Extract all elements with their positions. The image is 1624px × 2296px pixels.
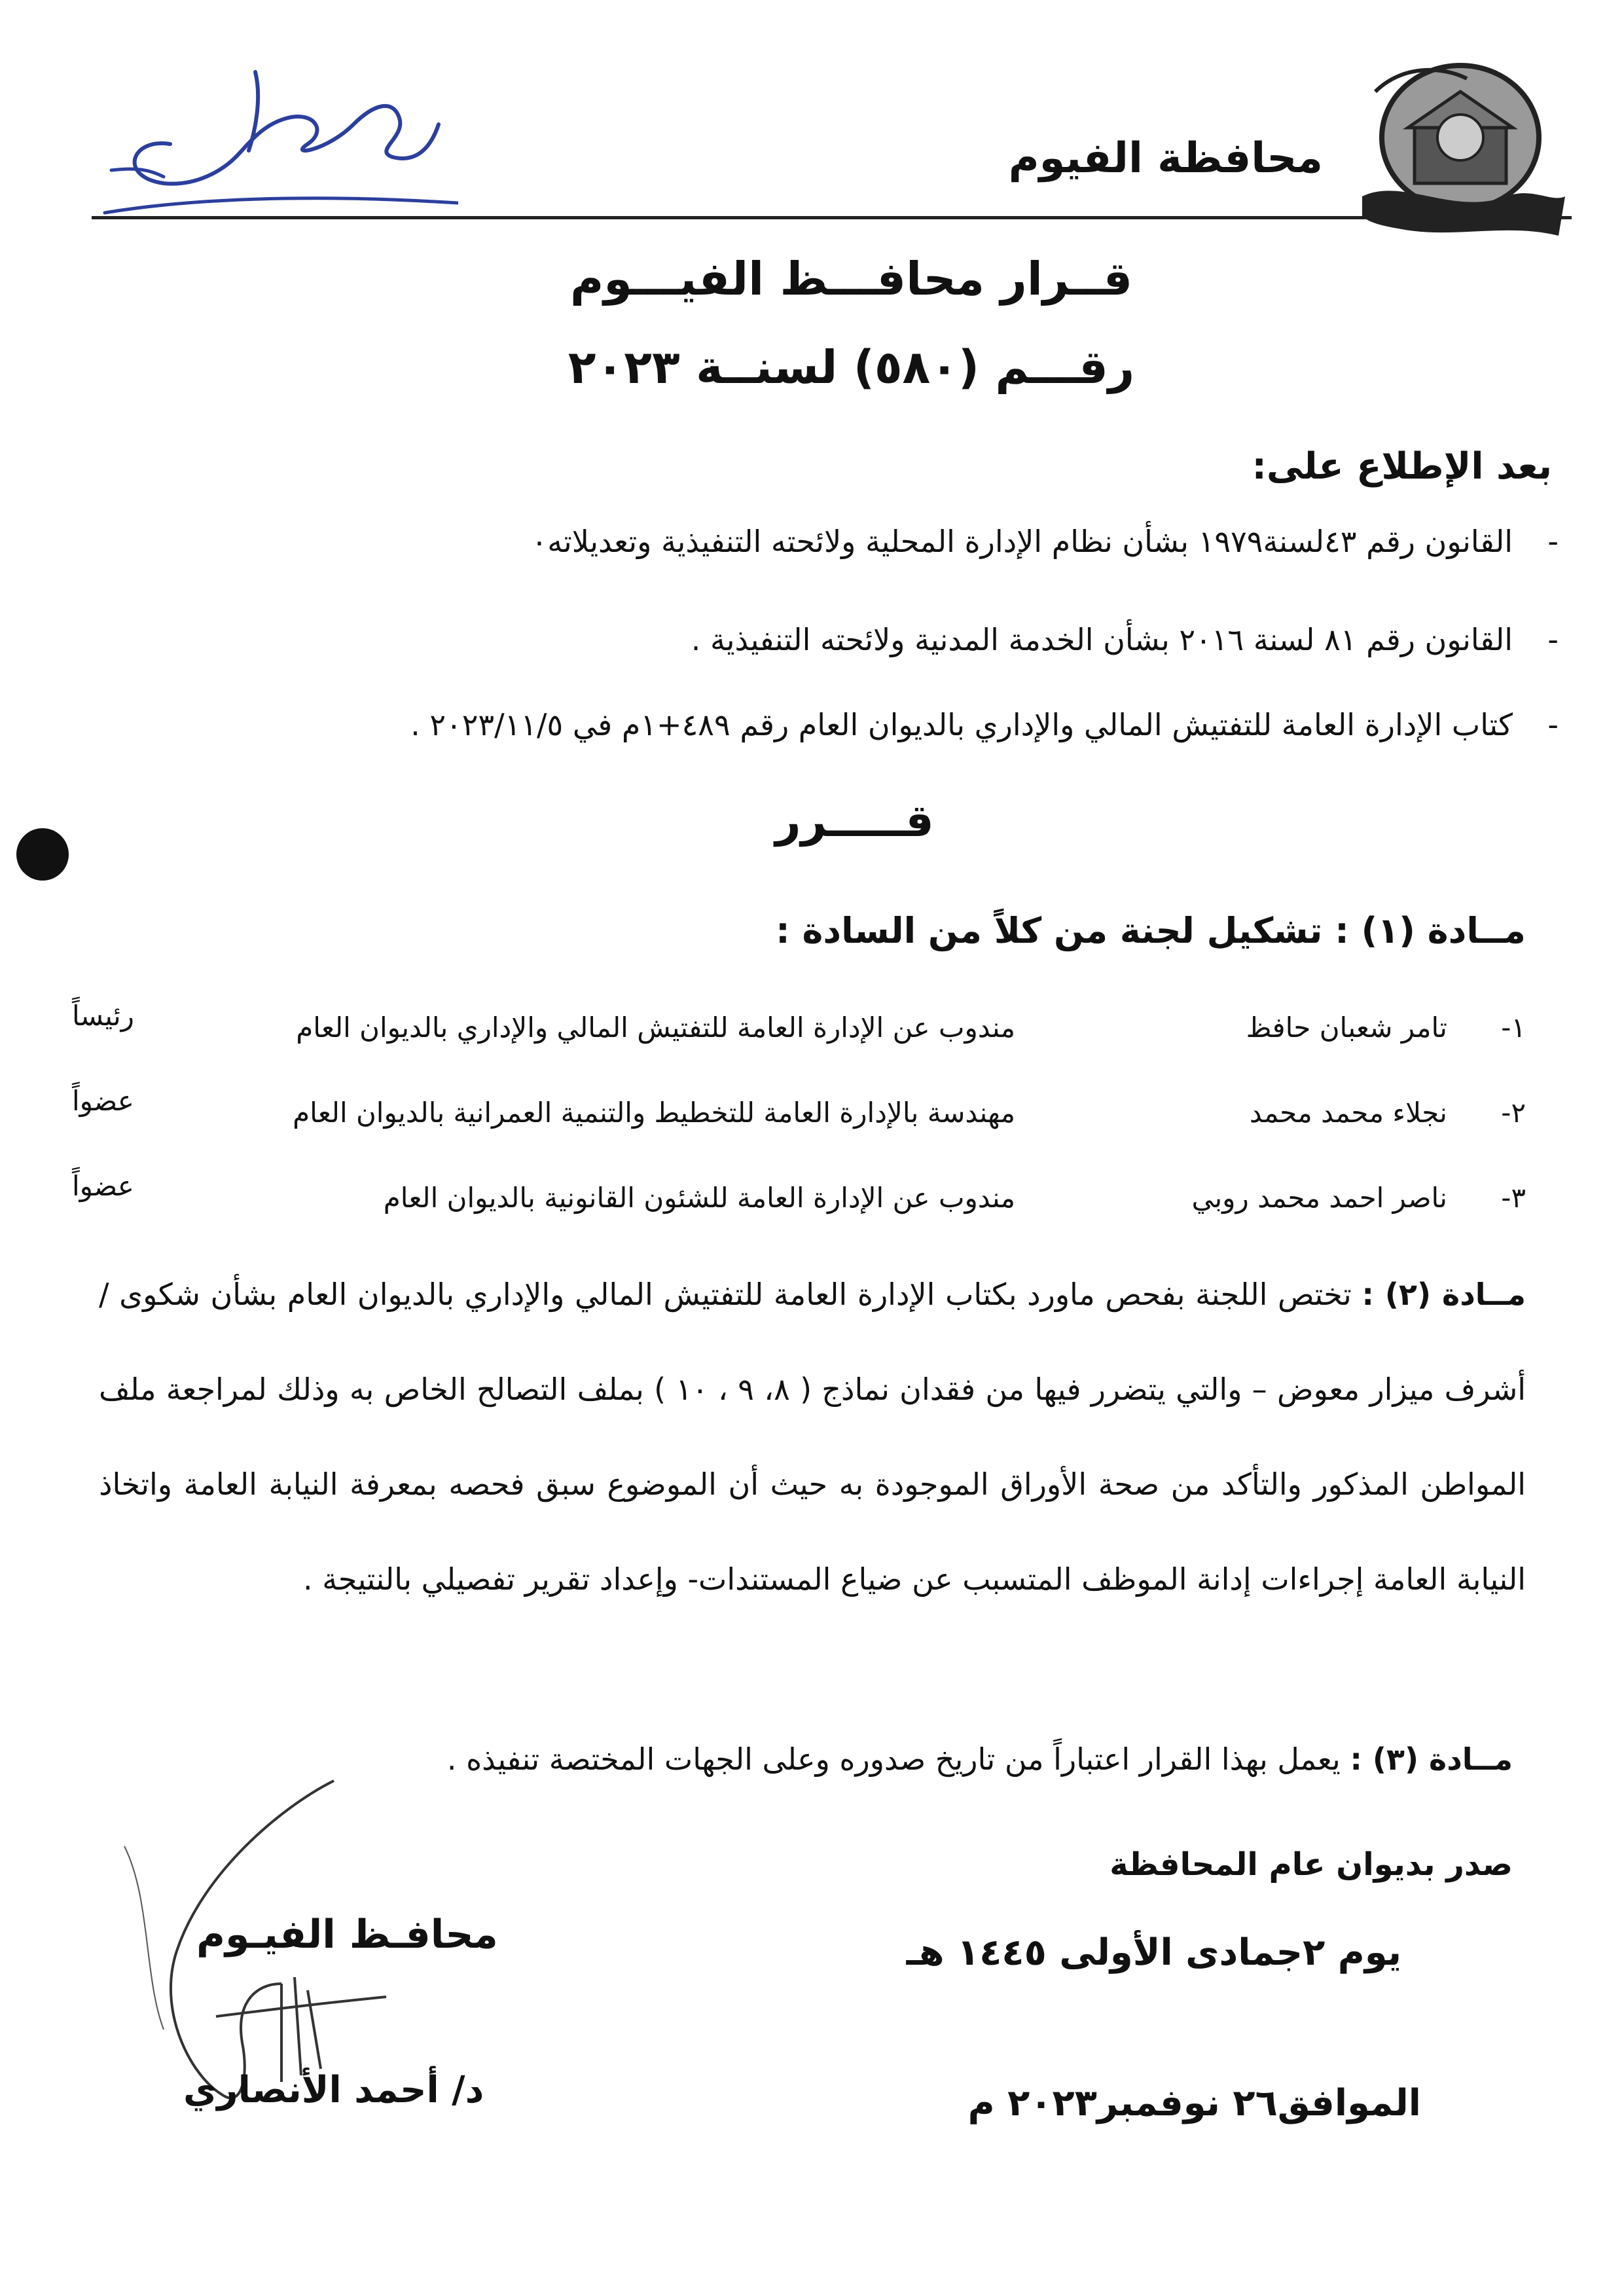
committee-member-row [72, 1085, 1526, 1149]
gregorian-date: الموافق٢٦ نوفمبر٢٠٢٣ م [967, 2082, 1421, 2124]
committee-member-row [72, 1000, 1526, 1064]
article-3 [447, 1741, 1513, 1777]
member-name: تامر شعبان حافظ [1246, 1011, 1447, 1044]
decree-word: قـــــرر [775, 795, 934, 847]
article-2 [99, 1247, 1526, 1627]
governor-title: محافـظ الفيـوم [196, 1912, 498, 1958]
member-rank: عضواً [72, 1170, 134, 1202]
committee-member-row [72, 1170, 1526, 1234]
member-role: مندوب عن الإدارة العامة للشئون القانونية بالديوان العام [383, 1182, 1015, 1214]
issued-at: صدر بديوان عام المحافظة [1110, 1846, 1513, 1883]
member-role: مهندسة بالإدارة العامة للتخطيط والتنمية العمرانية بالديوان العام [293, 1097, 1015, 1129]
header-divider [92, 216, 1572, 219]
preamble-heading: بعد الإطلاع على: [1252, 445, 1552, 488]
article-3-text: يعمل بهذا القرار اعتباراً من تاريخ صدوره وعلى الجهات المختصة تنفيذه . [446, 1741, 1341, 1777]
member-role: مندوب عن الإدارة العامة للتفتيش المالي والإداري بالديوان العام [296, 1011, 1015, 1044]
preamble-item: -كتاب الإدارة العامة للتفتيش المالي والإداري بالديوان العام رقم ٤٨٩+١م في ٢٠٢٣/١١/٥ . [410, 707, 1559, 742]
article-2-label: مــادة (٢) : [1362, 1277, 1526, 1312]
handwritten-note-signature [92, 46, 458, 236]
preamble-item: -القانون رقم ٨١ لسنة ٢٠١٦ بشأن الخدمة المدنية ولائحته التنفيذية . [691, 622, 1559, 657]
article-3-label: مــادة (٣) : [1350, 1741, 1513, 1777]
governorate-logo [1336, 46, 1572, 242]
member-rank: رئيساً [72, 1000, 134, 1032]
article-2-text: تختص اللجنة بفحص ماورد بكتاب الإدارة العامة للتفتيش المالي والإداري بالديوان العام بشأن شكوى / أشرف ميزار معوض – والتي يتضرر فيها من فقدان نماذج ( ٨، ٩ ، ١٠ ) بملف التصالح الخاص به وذلك لمراجعة ملف المواطن المذكور والتأكد من صحة الأوراق الموجودة به حيث أن الموضوع سبق فحصه بمعرفة النيابة العامة واتخاذ النيابة العامة إجراءات إدانة الموظف المتسبب عن ضياع المستندات- وإعداد تقرير تفصيلي بالنتيجة . [99, 1277, 1526, 1597]
member-number: ٣- [1501, 1182, 1526, 1214]
member-name: نجلاء محمد محمد [1249, 1097, 1447, 1129]
member-number: ٢- [1501, 1097, 1526, 1129]
governor-name: د/ أحمد الأنصاري [183, 2069, 484, 2111]
member-number: ١- [1501, 1011, 1526, 1044]
decree-number: رقـــم (٥٨٠) لسنــة ٢٠٢٣ [568, 340, 1135, 394]
governorate-name: محافظة الفيوم [1008, 134, 1323, 183]
hijri-date: يوم ٢جمادى الأولى ١٤٤٥ هـ [906, 1931, 1401, 1974]
decree-title: قــرار محافـــظ الفيـــوم [569, 252, 1133, 306]
member-name: ناصر احمد محمد روبي [1191, 1182, 1447, 1214]
article-1-heading: مــادة (١) : تشكيل لجنة من كلاً من السادة : [776, 910, 1526, 951]
member-rank: عضواً [72, 1085, 134, 1117]
preamble-item: -القانون رقم ٤٣لسنة١٩٧٩ بشأن نظام الإدارة المحلية ولائحته التنفيذية وتعديلاته٠ [531, 524, 1559, 559]
